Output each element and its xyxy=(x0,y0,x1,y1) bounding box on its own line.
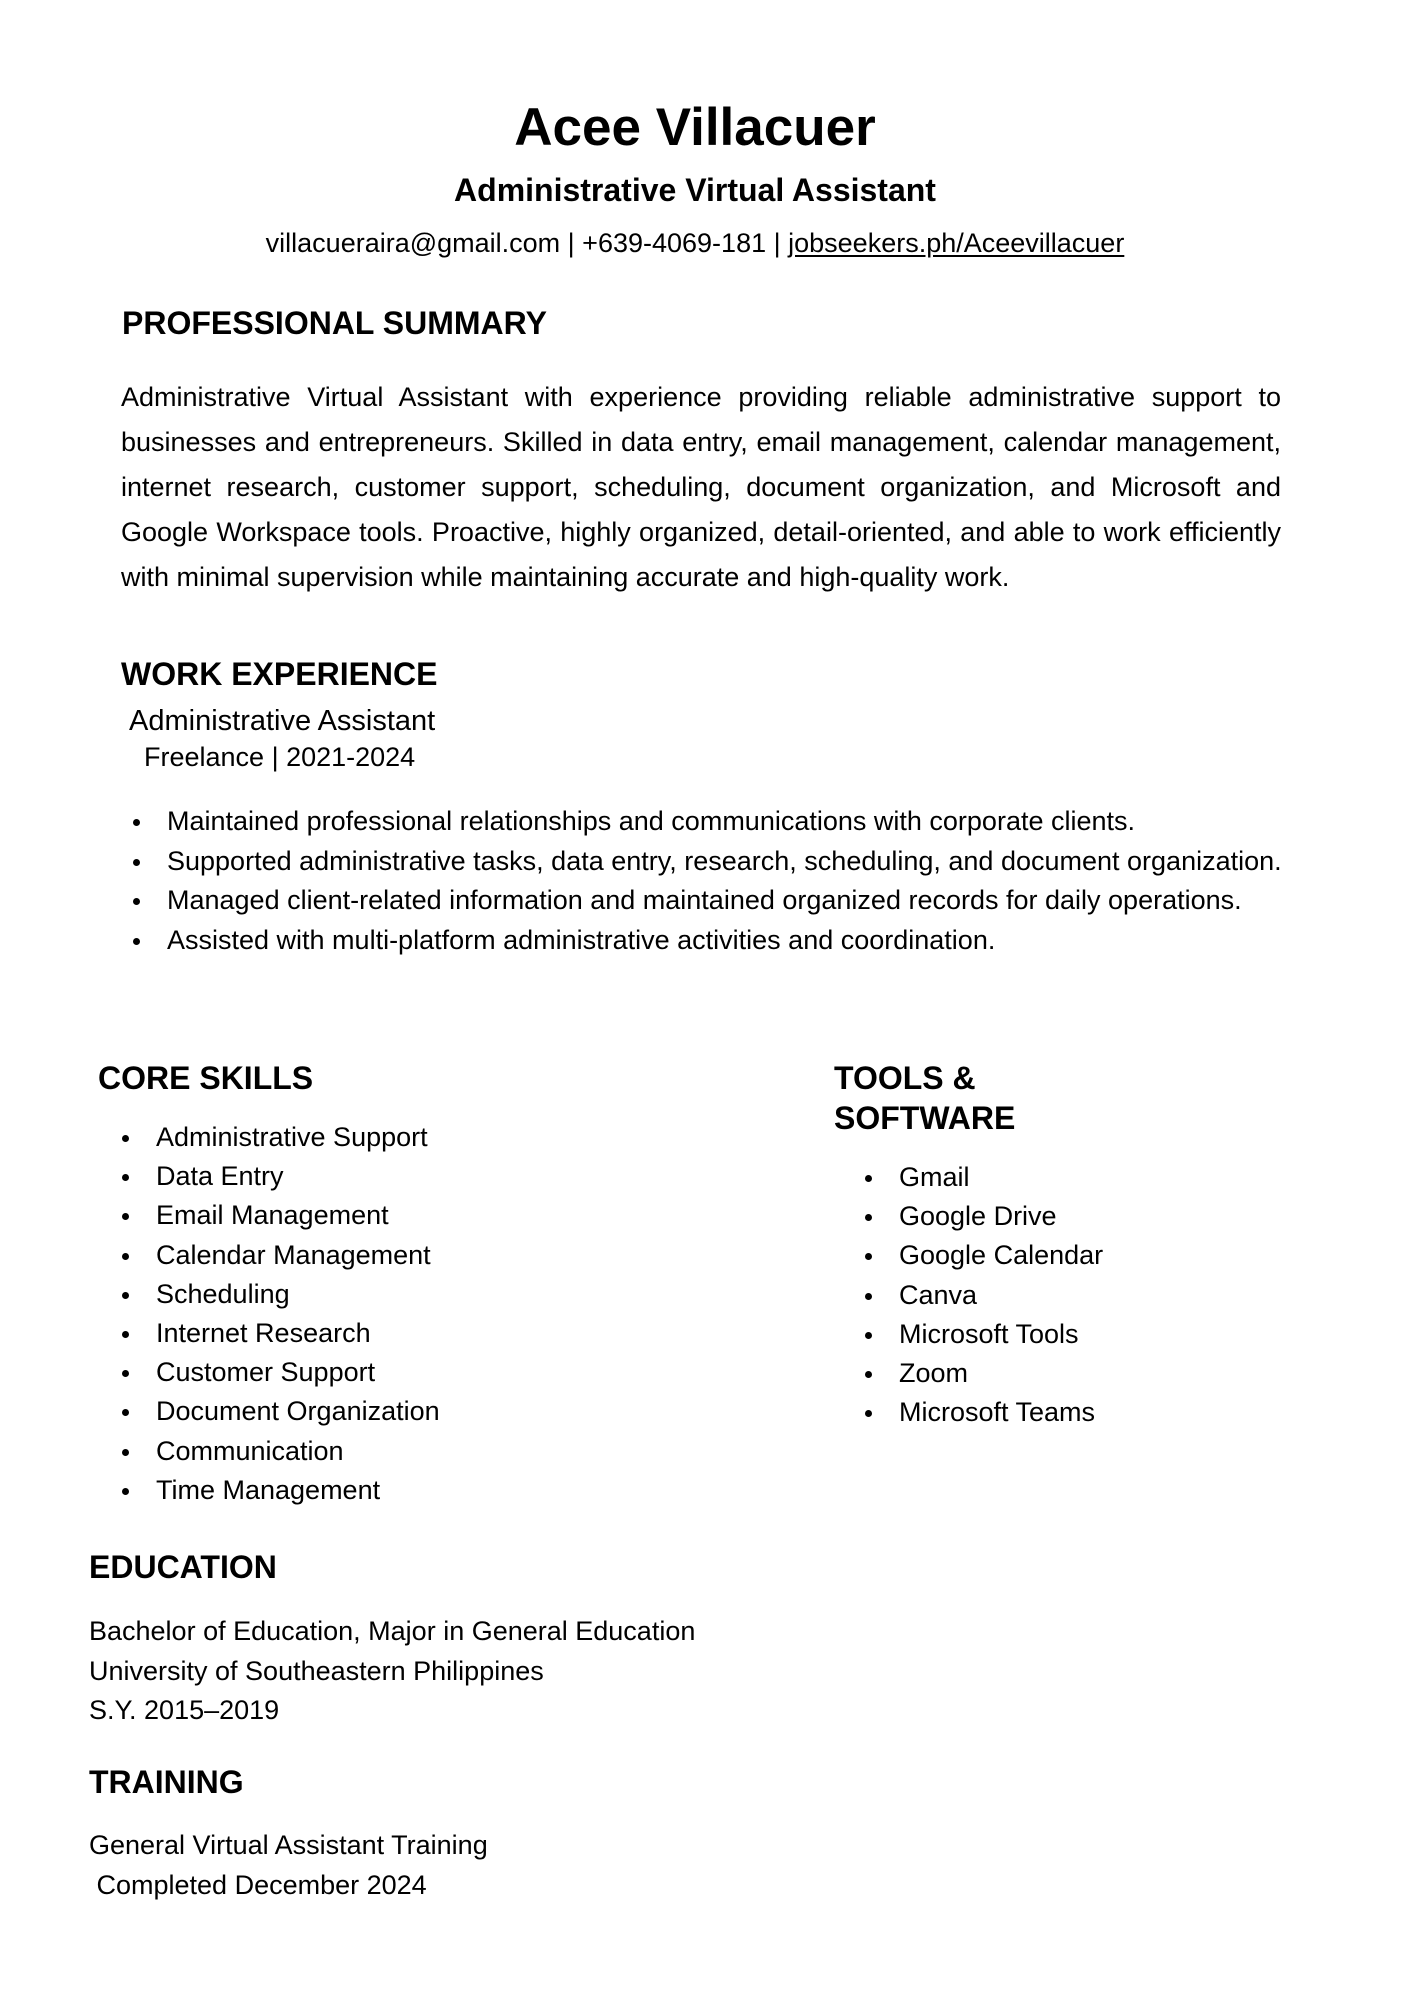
degree: Bachelor of Education, Major in General Education xyxy=(89,1616,696,1646)
list-item: Document Organization xyxy=(110,1392,630,1431)
list-item: Canva xyxy=(853,1276,1273,1315)
education-details xyxy=(89,1612,695,1731)
list-item: Supported administrative tasks, data entry, research, scheduling, and document organization. xyxy=(121,842,1307,882)
portfolio-link[interactable]: jobseekers.ph/Aceevillacuer xyxy=(788,228,1125,258)
list-item: Managed client-related information and maintained organized records for daily operations. xyxy=(121,881,1307,921)
list-item: Time Management xyxy=(110,1471,630,1510)
list-item: Google Calendar xyxy=(853,1236,1273,1275)
work-bullets xyxy=(121,802,1307,960)
list-item: Google Drive xyxy=(853,1197,1273,1236)
school-years: S.Y. 2015–2019 xyxy=(89,1695,280,1725)
list-item: Microsoft Tools xyxy=(853,1315,1273,1354)
list-item: Data Entry xyxy=(110,1157,630,1196)
skills-heading: CORE SKILLS xyxy=(98,1060,314,1096)
school: University of Southeastern Philippines xyxy=(89,1655,544,1686)
list-item: Customer Support xyxy=(110,1353,630,1392)
skills-list xyxy=(110,1118,630,1510)
tools-heading xyxy=(834,1058,1015,1138)
summary-text: Administrative Virtual Assistant with experience providing reliable administrative support to businesses and entrepreneurs. Skilled in data entry, email management, calendar management, internet research, customer support, scheduling, document organization, and Microsoft and Google Workspace tools. Proactive, highly organized, detail-oriented, and able to work efficiently with minimal supervision while maintaining accurate and high-quality work. xyxy=(121,382,1281,592)
list-item: Zoom xyxy=(853,1354,1273,1393)
job-meta: Freelance | 2021-2024 xyxy=(144,742,416,772)
list-item: Gmail xyxy=(853,1158,1273,1197)
list-item: Scheduling xyxy=(110,1275,630,1314)
candidate-name: Acee Villacuer xyxy=(514,98,876,157)
job-role: Administrative Virtual Assistant xyxy=(454,172,936,208)
tools-heading-line2: SOFTWARE xyxy=(834,1100,1016,1136)
list-item: Maintained professional relationships and communications with corporate clients. xyxy=(121,802,1307,842)
training-completed: Completed December 2024 xyxy=(89,1869,427,1900)
work-heading: WORK EXPERIENCE xyxy=(121,656,438,692)
education-heading: EDUCATION xyxy=(89,1549,277,1585)
list-item: Communication xyxy=(110,1432,630,1471)
list-item: Administrative Support xyxy=(110,1118,630,1157)
list-item: Email Management xyxy=(110,1196,630,1235)
training-details xyxy=(89,1826,488,1905)
training-heading: TRAINING xyxy=(89,1764,244,1800)
list-item: Assisted with multi-platform administrative activities and coordination. xyxy=(121,921,1307,961)
list-item: Calendar Management xyxy=(110,1236,630,1275)
summary-heading: PROFESSIONAL SUMMARY xyxy=(122,305,547,341)
contact-details: villacueraira@gmail.com | +639-4069-181 | xyxy=(265,228,789,258)
training-course: General Virtual Assistant Training xyxy=(89,1830,488,1860)
list-item: Internet Research xyxy=(110,1314,630,1353)
tools-list xyxy=(853,1158,1273,1432)
contact-line xyxy=(0,225,1390,261)
list-item: Microsoft Teams xyxy=(853,1393,1273,1432)
job-title: Administrative Assistant xyxy=(129,705,436,737)
tools-heading-line1: TOOLS & xyxy=(834,1060,976,1096)
